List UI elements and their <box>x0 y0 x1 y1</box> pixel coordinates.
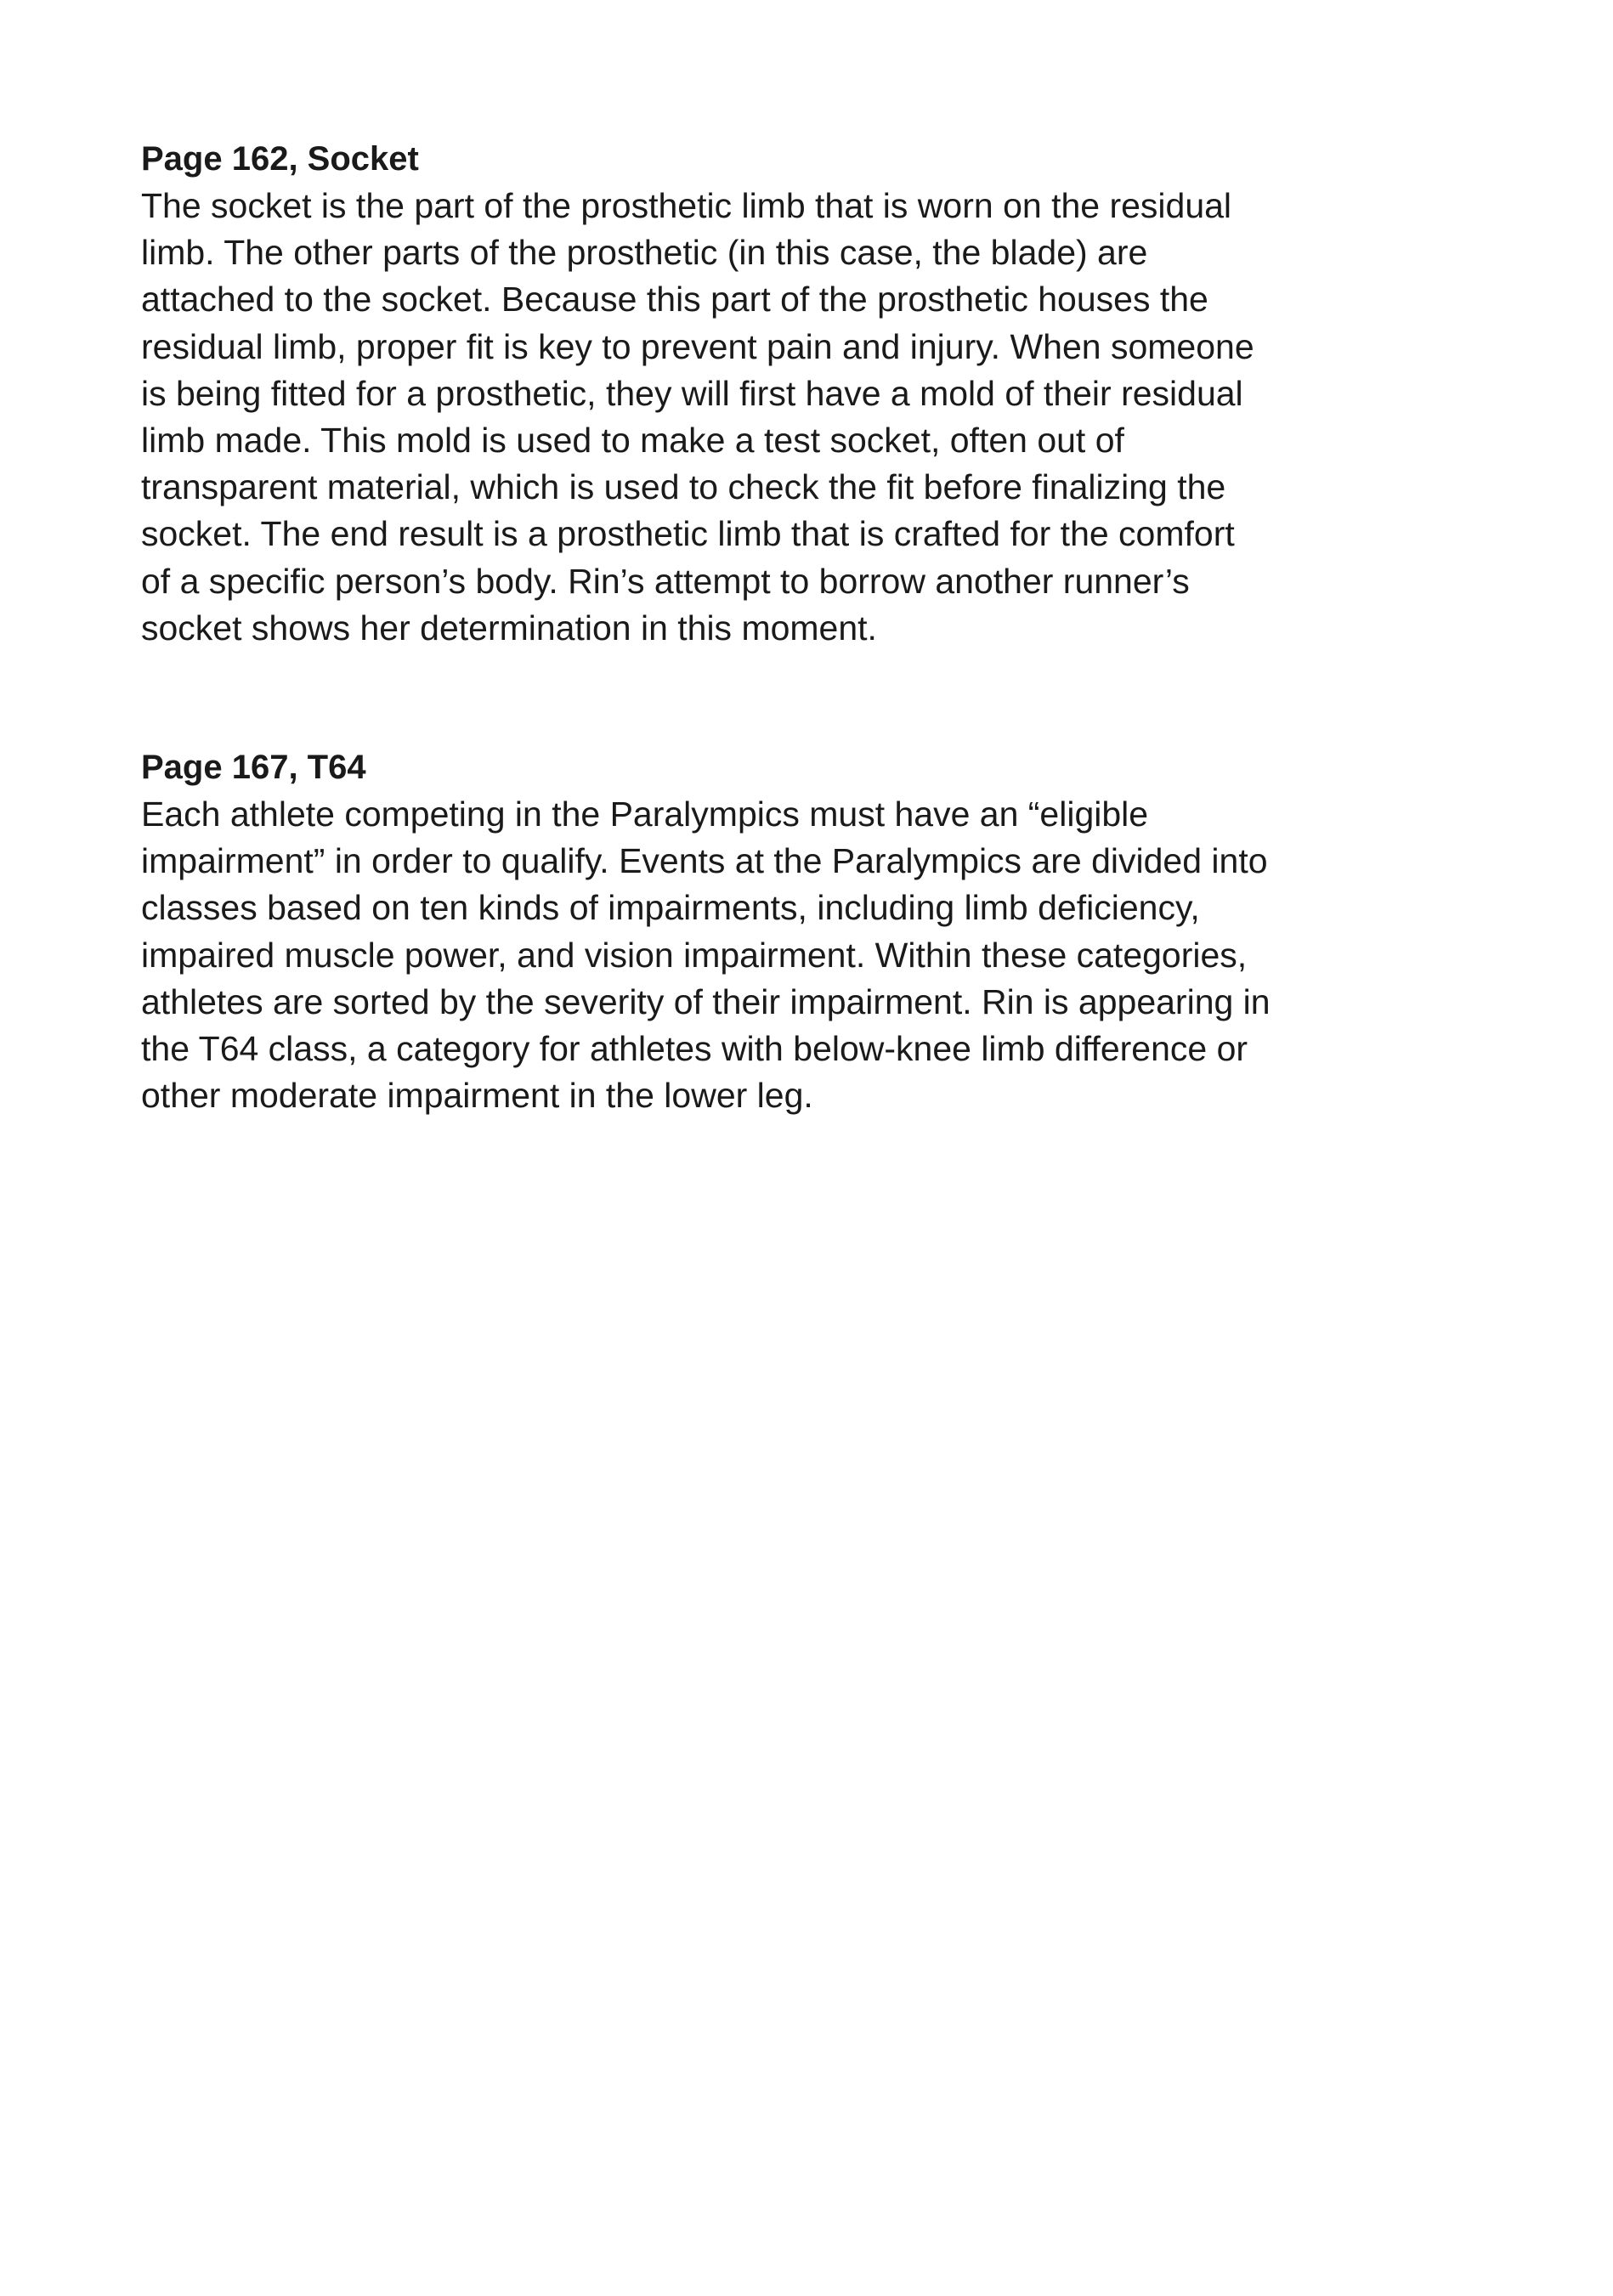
section-body <box>141 791 1271 1119</box>
body-line: impairment” in order to qualify. Events at the Paralympics are divided into <box>141 841 1268 881</box>
section-body <box>141 183 1254 652</box>
section-heading: Page 162, Socket <box>141 140 419 178</box>
body-line: limb. The other parts of the prosthetic (in this case, the blade) are <box>141 233 1148 273</box>
body-line: residual limb, proper fit is key to prevent pain and injury. When someone <box>141 326 1254 366</box>
body-line: classes based on ten kinds of impairments, including limb deficiency, <box>141 888 1200 928</box>
section-socket <box>141 136 1254 652</box>
body-line: The socket is the part of the prosthetic limb that is worn on the residual <box>141 186 1232 225</box>
body-line: transparent material, which is used to check the fit before finalizing the <box>141 467 1226 507</box>
body-line: is being fitted for a prosthetic, they will first have a mold of their residual <box>141 373 1243 413</box>
body-line: socket shows her determination in this moment. <box>141 608 877 648</box>
body-line: athletes are sorted by the severity of their impairment. Rin is appearing in <box>141 981 1271 1021</box>
body-line: attached to the socket. Because this part of the prosthetic houses the <box>141 280 1208 320</box>
body-line: impaired muscle power, and vision impairment. Within these categories, <box>141 935 1248 975</box>
body-line: limb made. This mold is used to make a test socket, often out of <box>141 421 1124 461</box>
body-line: of a specific person’s body. Rin’s attempt to borrow another runner’s <box>141 561 1190 601</box>
body-line: other moderate impairment in the lower leg. <box>141 1076 813 1116</box>
section-t64 <box>141 744 1271 1119</box>
body-line: socket. The end result is a prosthetic limb that is crafted for the comfort <box>141 514 1235 554</box>
section-heading: Page 167, T64 <box>141 749 366 786</box>
body-line: Each athlete competing in the Paralympics must have an “eligible <box>141 795 1149 834</box>
body-line: the T64 class, a category for athletes with below-knee limb difference or <box>141 1029 1248 1069</box>
